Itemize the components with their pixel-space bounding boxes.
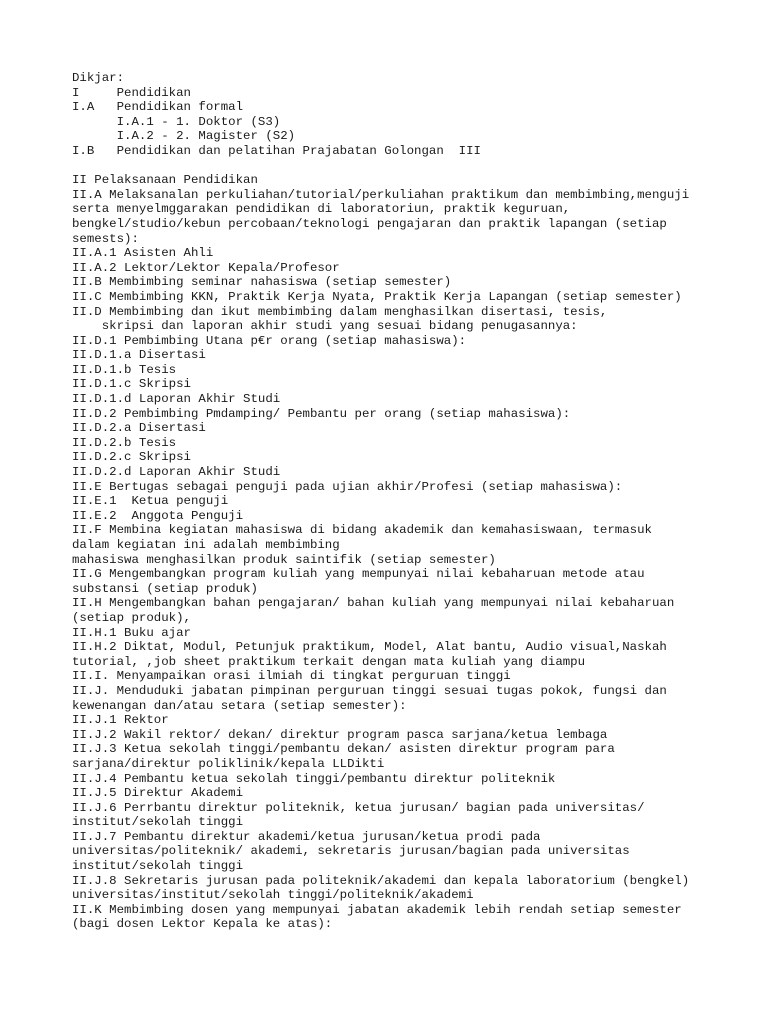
document-line: II Pelaksanaan Pendidikan [72, 173, 258, 188]
document-line: II.D.1.b Tesis [72, 362, 177, 377]
document-line: mahasiswa menghasilkan produk saintifik (setiap semester) [72, 552, 496, 567]
document-line: II.J.1 Rektor [72, 713, 169, 728]
document-line: II.C Membimbing KKN, Praktik Kerja Nyata, Praktik Kerja Lapangan (setiap semester) [72, 289, 682, 304]
document-line: II.D.1.a Disertasi [72, 348, 206, 363]
document-line: tutorial, ,job sheet praktikum terkait dengan mata kuliah yang diampu [72, 654, 586, 669]
document-line: sarjana/direktur poliklinik/kepala LLDikti [72, 756, 385, 771]
document-line: I Pendidikan [72, 85, 191, 100]
document-line: II.H.2 Diktat, Modul, Petunjuk praktikum, Model, Alat bantu, Audio visual,Naskah [72, 640, 667, 655]
document-line: serta menyelmggarakan pendidikan di laboratoriun, praktik keguruan, [72, 202, 571, 217]
document-line: dalam kegiatan ini adalah membimbing [72, 538, 340, 552]
document-line: II.D.1 Pembimbing Utana p€r orang (setiap mahasiswa): [72, 333, 467, 348]
document-line: II.D Membimbing dan ikut membimbing dalam menghasilkan disertasi, tesis, [72, 304, 608, 319]
document-line [72, 159, 762, 174]
document-line: institut/sekolah tinggi [72, 859, 244, 874]
document-line: II.A.1 Asisten Ahli [72, 246, 214, 261]
document-line: semests): [72, 231, 139, 246]
document-line: II.J. Menduduki jabatan pimpinan perguruan tinggi sesuai tugas pokok, fungsi dan [72, 683, 667, 698]
document-line: II.J.7 Pembantu direktur akademi/ketua jurusan/ketua prodi pada [72, 829, 541, 844]
document-line: skripsi dan laporan akhir studi yang sesuai bidang penugasannya: [72, 319, 578, 334]
document-line: II.D.2 Pembimbing Pmdamping/ Pembantu per orang (setiap mahasiswa): [72, 406, 571, 421]
document-line: II.D.2.d Laporan Akhir Studi [72, 465, 281, 480]
document-line: bengkel/studio/kebun percobaan/teknologi pengajaran dan praktik lapangan (setiap [72, 216, 667, 231]
document-line: I.A Pendidikan formal [72, 100, 244, 115]
document-line: I.A.1 - 1. Doktor (S3) [72, 114, 281, 129]
document-line: II.A.2 Lektor/Lektor Kepala/Profesor [72, 260, 340, 275]
document-line: II.D.2.c Skripsi [72, 450, 191, 465]
document-line: kewenangan dan/atau setara (setiap semester): [72, 698, 407, 713]
document-line: II.J.6 Perrbantu direktur politeknik, ketua jurusan/ bagian pada universitas/ [72, 800, 645, 815]
document-line: II.J.5 Direktur Akademi [72, 786, 244, 801]
document-line: II.B Membimbing seminar nahasiswa (setiap semester) [72, 275, 452, 290]
document-line: II.G Mengembangkan program kuliah yang mempunyai nilai kebaharuan metode atau [72, 567, 645, 582]
document-line: II.H.1 Buku ajar [72, 625, 191, 640]
document-line: II.D.1.c Skripsi [72, 377, 191, 392]
document-line: II.J.4 Pembantu ketua sekolah tinggi/pembantu direktur politeknik [72, 771, 556, 786]
document-line: universitas/politeknik/ akademi, sekretaris jurusan/bagian pada universitas [72, 844, 630, 859]
document-line: II.F Membina kegiatan mahasiswa di bidang akademik dan kemahasiswaan, termasuk [72, 523, 652, 538]
document-line: (bagi dosen Lektor Kepala ke atas): [72, 917, 333, 932]
document-line: universitas/institut/sekolah tinggi/politeknik/akademi [72, 888, 474, 903]
document-line: institut/sekolah tinggi [72, 815, 244, 830]
document-line: II.K Membimbing dosen yang mempunyai jabatan akademik lebih rendah setiap semester [72, 902, 682, 917]
document-line: II.H Mengembangkan bahan pengajaran/ bahan kuliah yang mempunyai nilai kebaharuan [72, 596, 675, 611]
document-line: Dikjar: [72, 71, 125, 85]
document-line: substansi (setiap produk) [72, 581, 258, 596]
document-line: II.E.1 Ketua penguji [72, 494, 229, 509]
document-line: II.J.3 Ketua sekolah tinggi/pembantu dekan/ asisten direktur program para [72, 742, 615, 757]
document-line: I.B Pendidikan dan pelatihan Prajabatan Golongan III [72, 143, 481, 158]
document-line: (setiap produk), [72, 610, 191, 625]
document-line: II.D.2.a Disertasi [72, 421, 206, 436]
document-line: II.J.8 Sekretaris jurusan pada politeknik/akademi dan kepala laboratorium (bengkel) [72, 873, 690, 888]
document-line: II.E Bertugas sebagai penguji pada ujian akhir/Profesi (setiap mahasiswa): [72, 479, 623, 494]
document-line: II.A Melaksanalan perkuliahan/tutorial/perkuliahan praktikum dan membimbing,menguji [72, 187, 690, 202]
document-line: II.D.2.b Tesis [72, 435, 177, 450]
document-line: II.I. Menyampaikan orasi ilmiah di tingkat perguruan tinggi [72, 669, 511, 684]
document-line: II.E.2 Anggota Penguji [72, 508, 244, 523]
document-line: II.D.1.d Laporan Akhir Studi [72, 392, 281, 407]
document-line: I.A.2 - 2. Magister (S2) [72, 129, 296, 144]
document-body [72, 71, 762, 932]
document-line: II.J.2 Wakil rektor/ dekan/ direktur program pasca sarjana/ketua lembaga [72, 727, 608, 742]
